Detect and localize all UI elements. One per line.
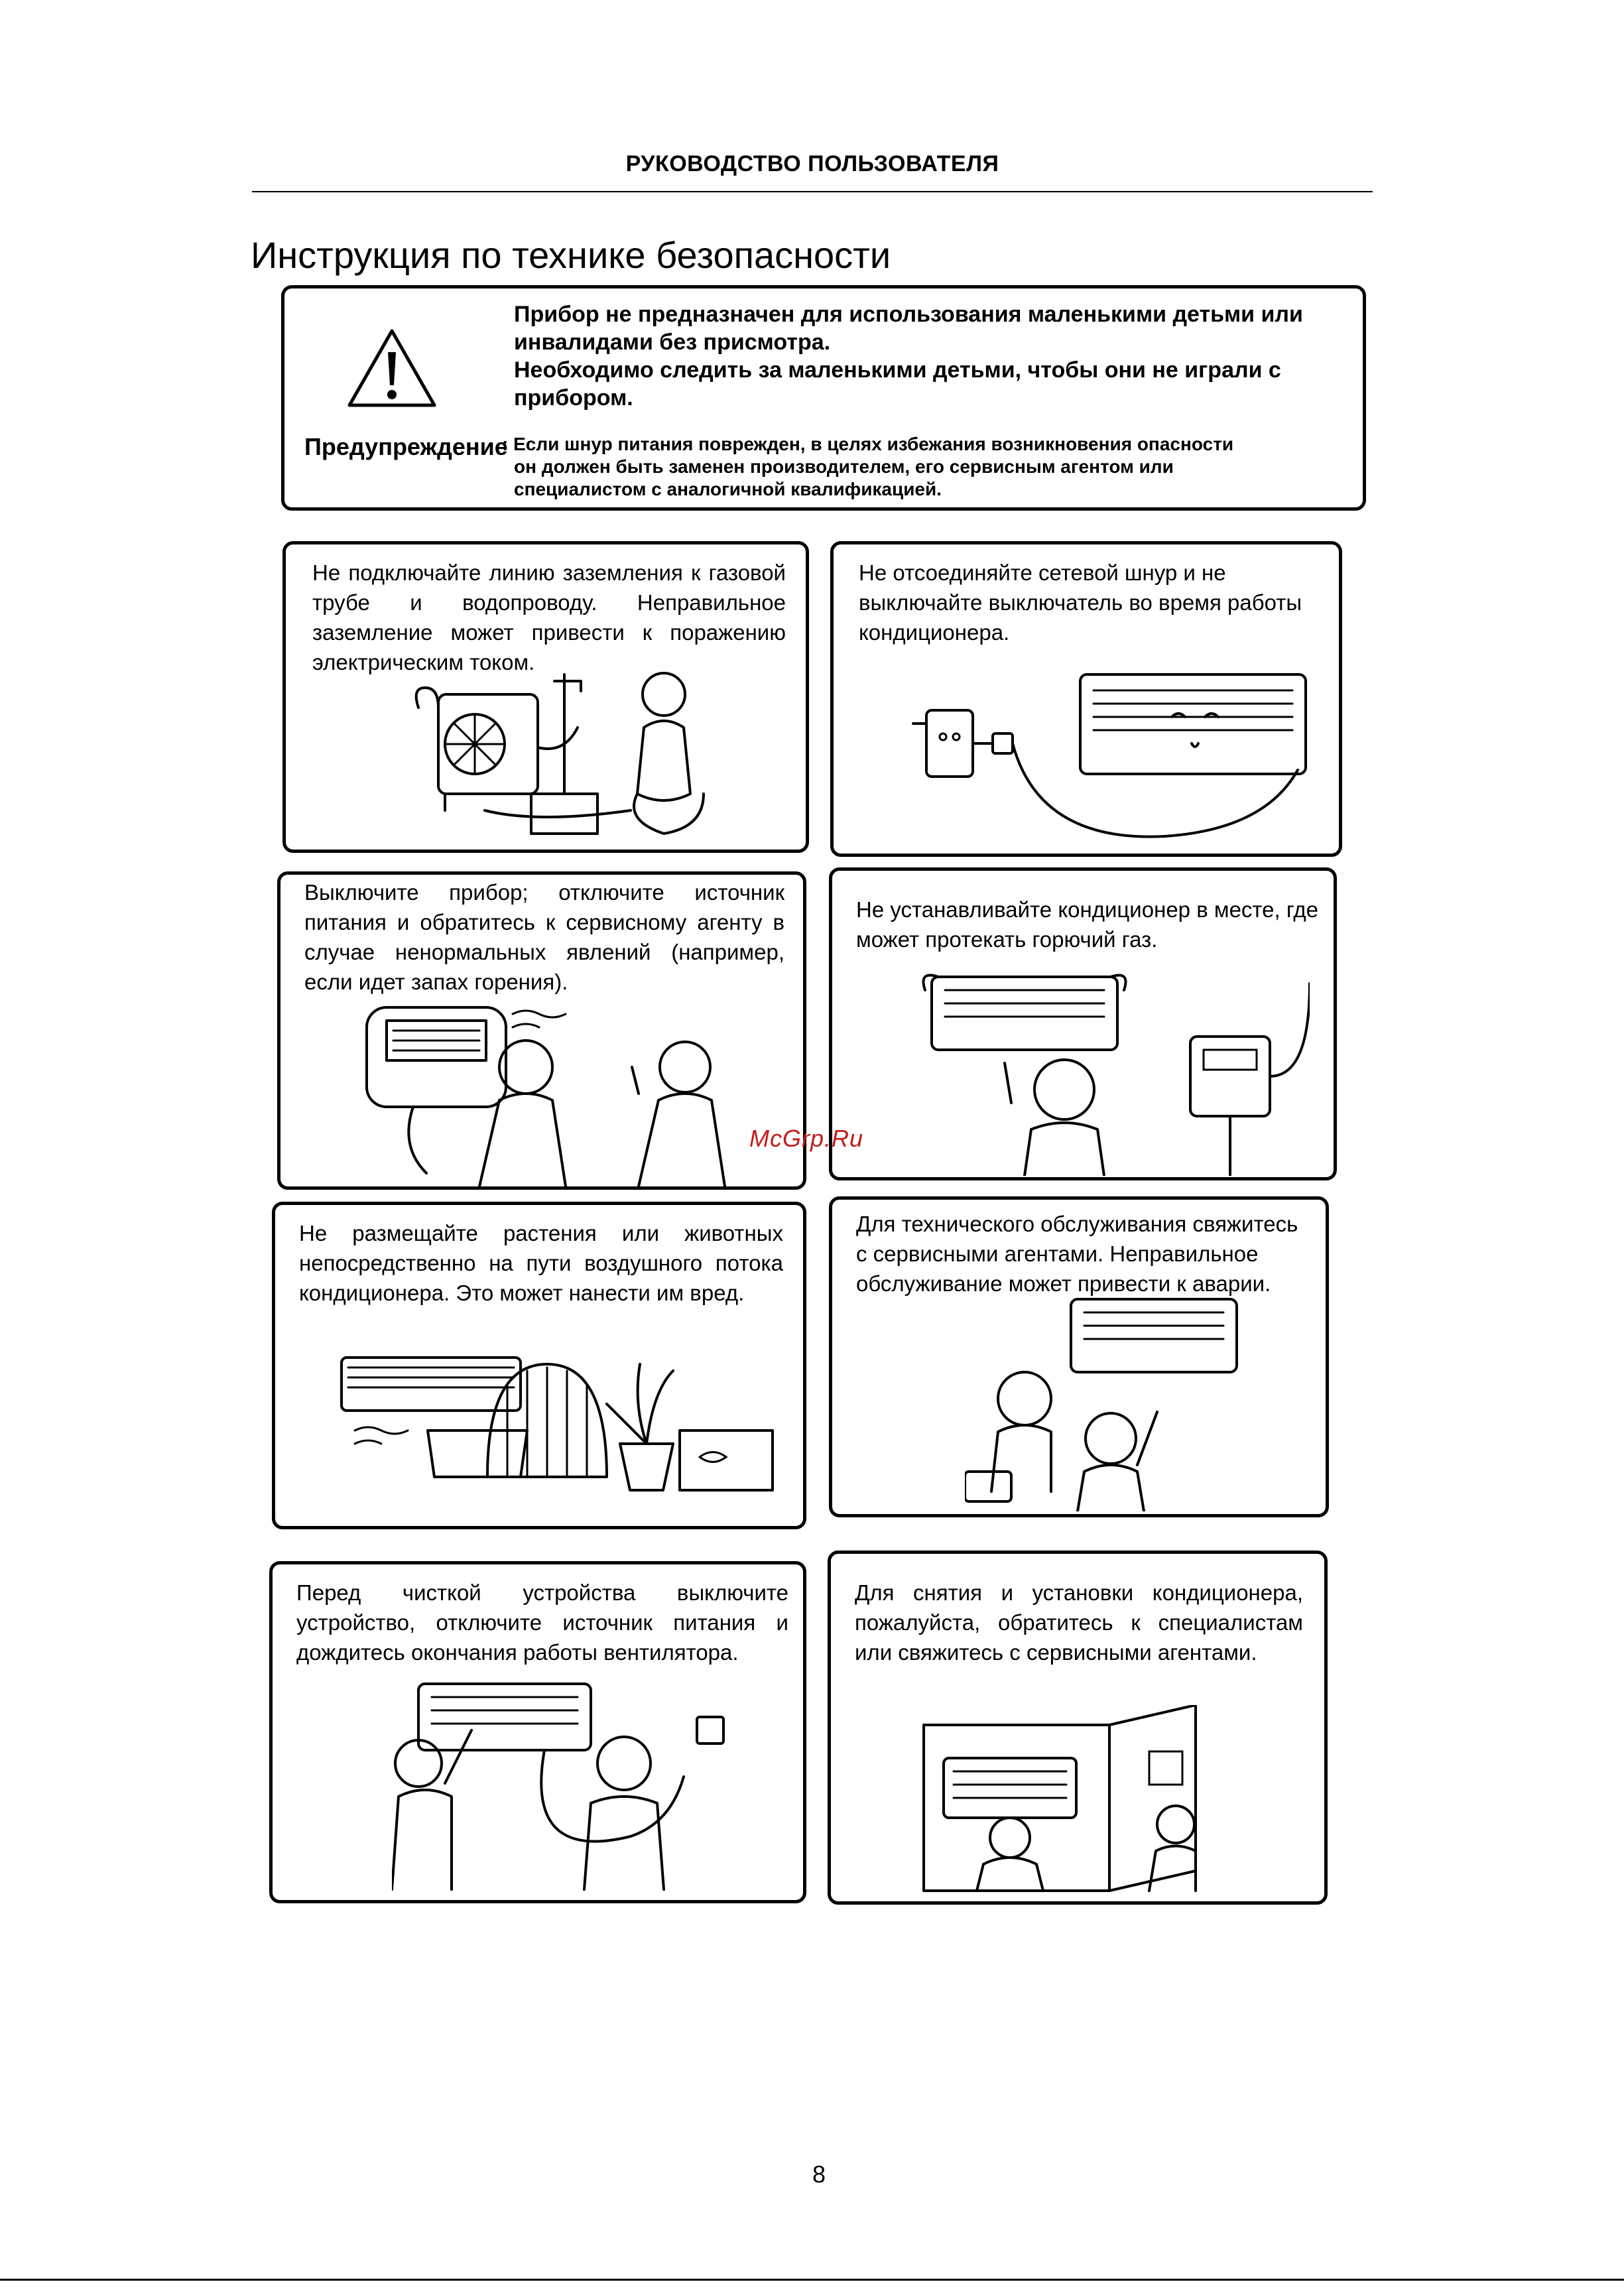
header-rule (252, 191, 1373, 192)
safety-card-burning-smell (277, 871, 806, 1190)
card-text: Для снятия и установки кондиционера, пожалуйста, обратитесь к специалистам или свяжитесь с сервисными агентами. (855, 1580, 1303, 1665)
burning-smell-illustration (347, 1001, 771, 1186)
card-text: Перед чисткой устройства выключите устройство, отключите источник питания и дождитесь окончания работы вентилятора. (296, 1580, 788, 1665)
section-title: Инструкция по технике безопасности (251, 234, 891, 276)
safety-card-cleaning (269, 1561, 806, 1903)
safety-card-gas-leak (829, 867, 1337, 1180)
warning-bold-text (514, 300, 1356, 412)
safety-card-grounding (282, 541, 809, 853)
warning-small-text (502, 433, 1356, 501)
plants-animals-illustration (328, 1344, 779, 1523)
watermark: McGrp.Ru (749, 1125, 864, 1152)
warning-bold-line: Прибор не предназначен для использования маленькими детьми или инвалидами без присмотра. (514, 302, 1303, 355)
card-text: Выключите прибор; отключите источник питания и обратитесь к сервисному агенту в случае ненормальных явлений (например, если идет запах горения). (304, 880, 784, 994)
grounding-illustration (399, 668, 777, 847)
service-illustration (965, 1293, 1323, 1511)
safety-card-installation (828, 1551, 1328, 1905)
card-text: Не отсоединяйте сетевой шнур и не выключайте выключатель во время работы кондиционера. (859, 560, 1302, 645)
card-text: Для технического обслуживания свяжитесь с сервисными агентами. Неправильное обслуживание может привести к аварии. (856, 1212, 1298, 1296)
warning-triangle-icon (345, 327, 438, 409)
installation-illustration (917, 1705, 1249, 1897)
power-cord-illustration (906, 670, 1331, 850)
safety-card-plants-animals (272, 1202, 806, 1529)
card-text: Не размещайте растения или животных непосредственно на пути воздушного потока кондиционера. Это может нанести им вред. (299, 1221, 783, 1305)
warning-small-line: он должен быть заменен производителем, его сервисным агентом или (514, 456, 1174, 477)
warning-small-line: : Если шнур питания поврежден, в целях избежания возникновения опасности (502, 434, 1234, 454)
card-text: Не устанавливайте кондиционер в месте, где может протекать горючий газ. (856, 897, 1319, 952)
warning-box (281, 285, 1366, 511)
warning-bold-line: Необходимо следить за маленькими детьми, чтобы они не играли с прибором. (514, 357, 1281, 411)
bottom-rule (0, 2279, 1624, 2281)
header-title: РУКОВОДСТВО ПОЛЬЗОВАТЕЛЯ (625, 151, 999, 176)
safety-card-service (829, 1196, 1329, 1517)
card-text: Не подключайте линию заземления к газовой трубе и водопроводу. Неправильное заземление может привести к поражению электрическим током. (312, 560, 786, 674)
safety-card-power-cord (830, 541, 1342, 857)
gas-leak-illustration (912, 964, 1310, 1176)
warning-small-line: специалистом с аналогичной квалификацией. (514, 479, 942, 499)
cleaning-illustration (392, 1677, 737, 1896)
warning-label: Предупреждение (304, 433, 508, 460)
page-number: 8 (812, 2161, 826, 2188)
